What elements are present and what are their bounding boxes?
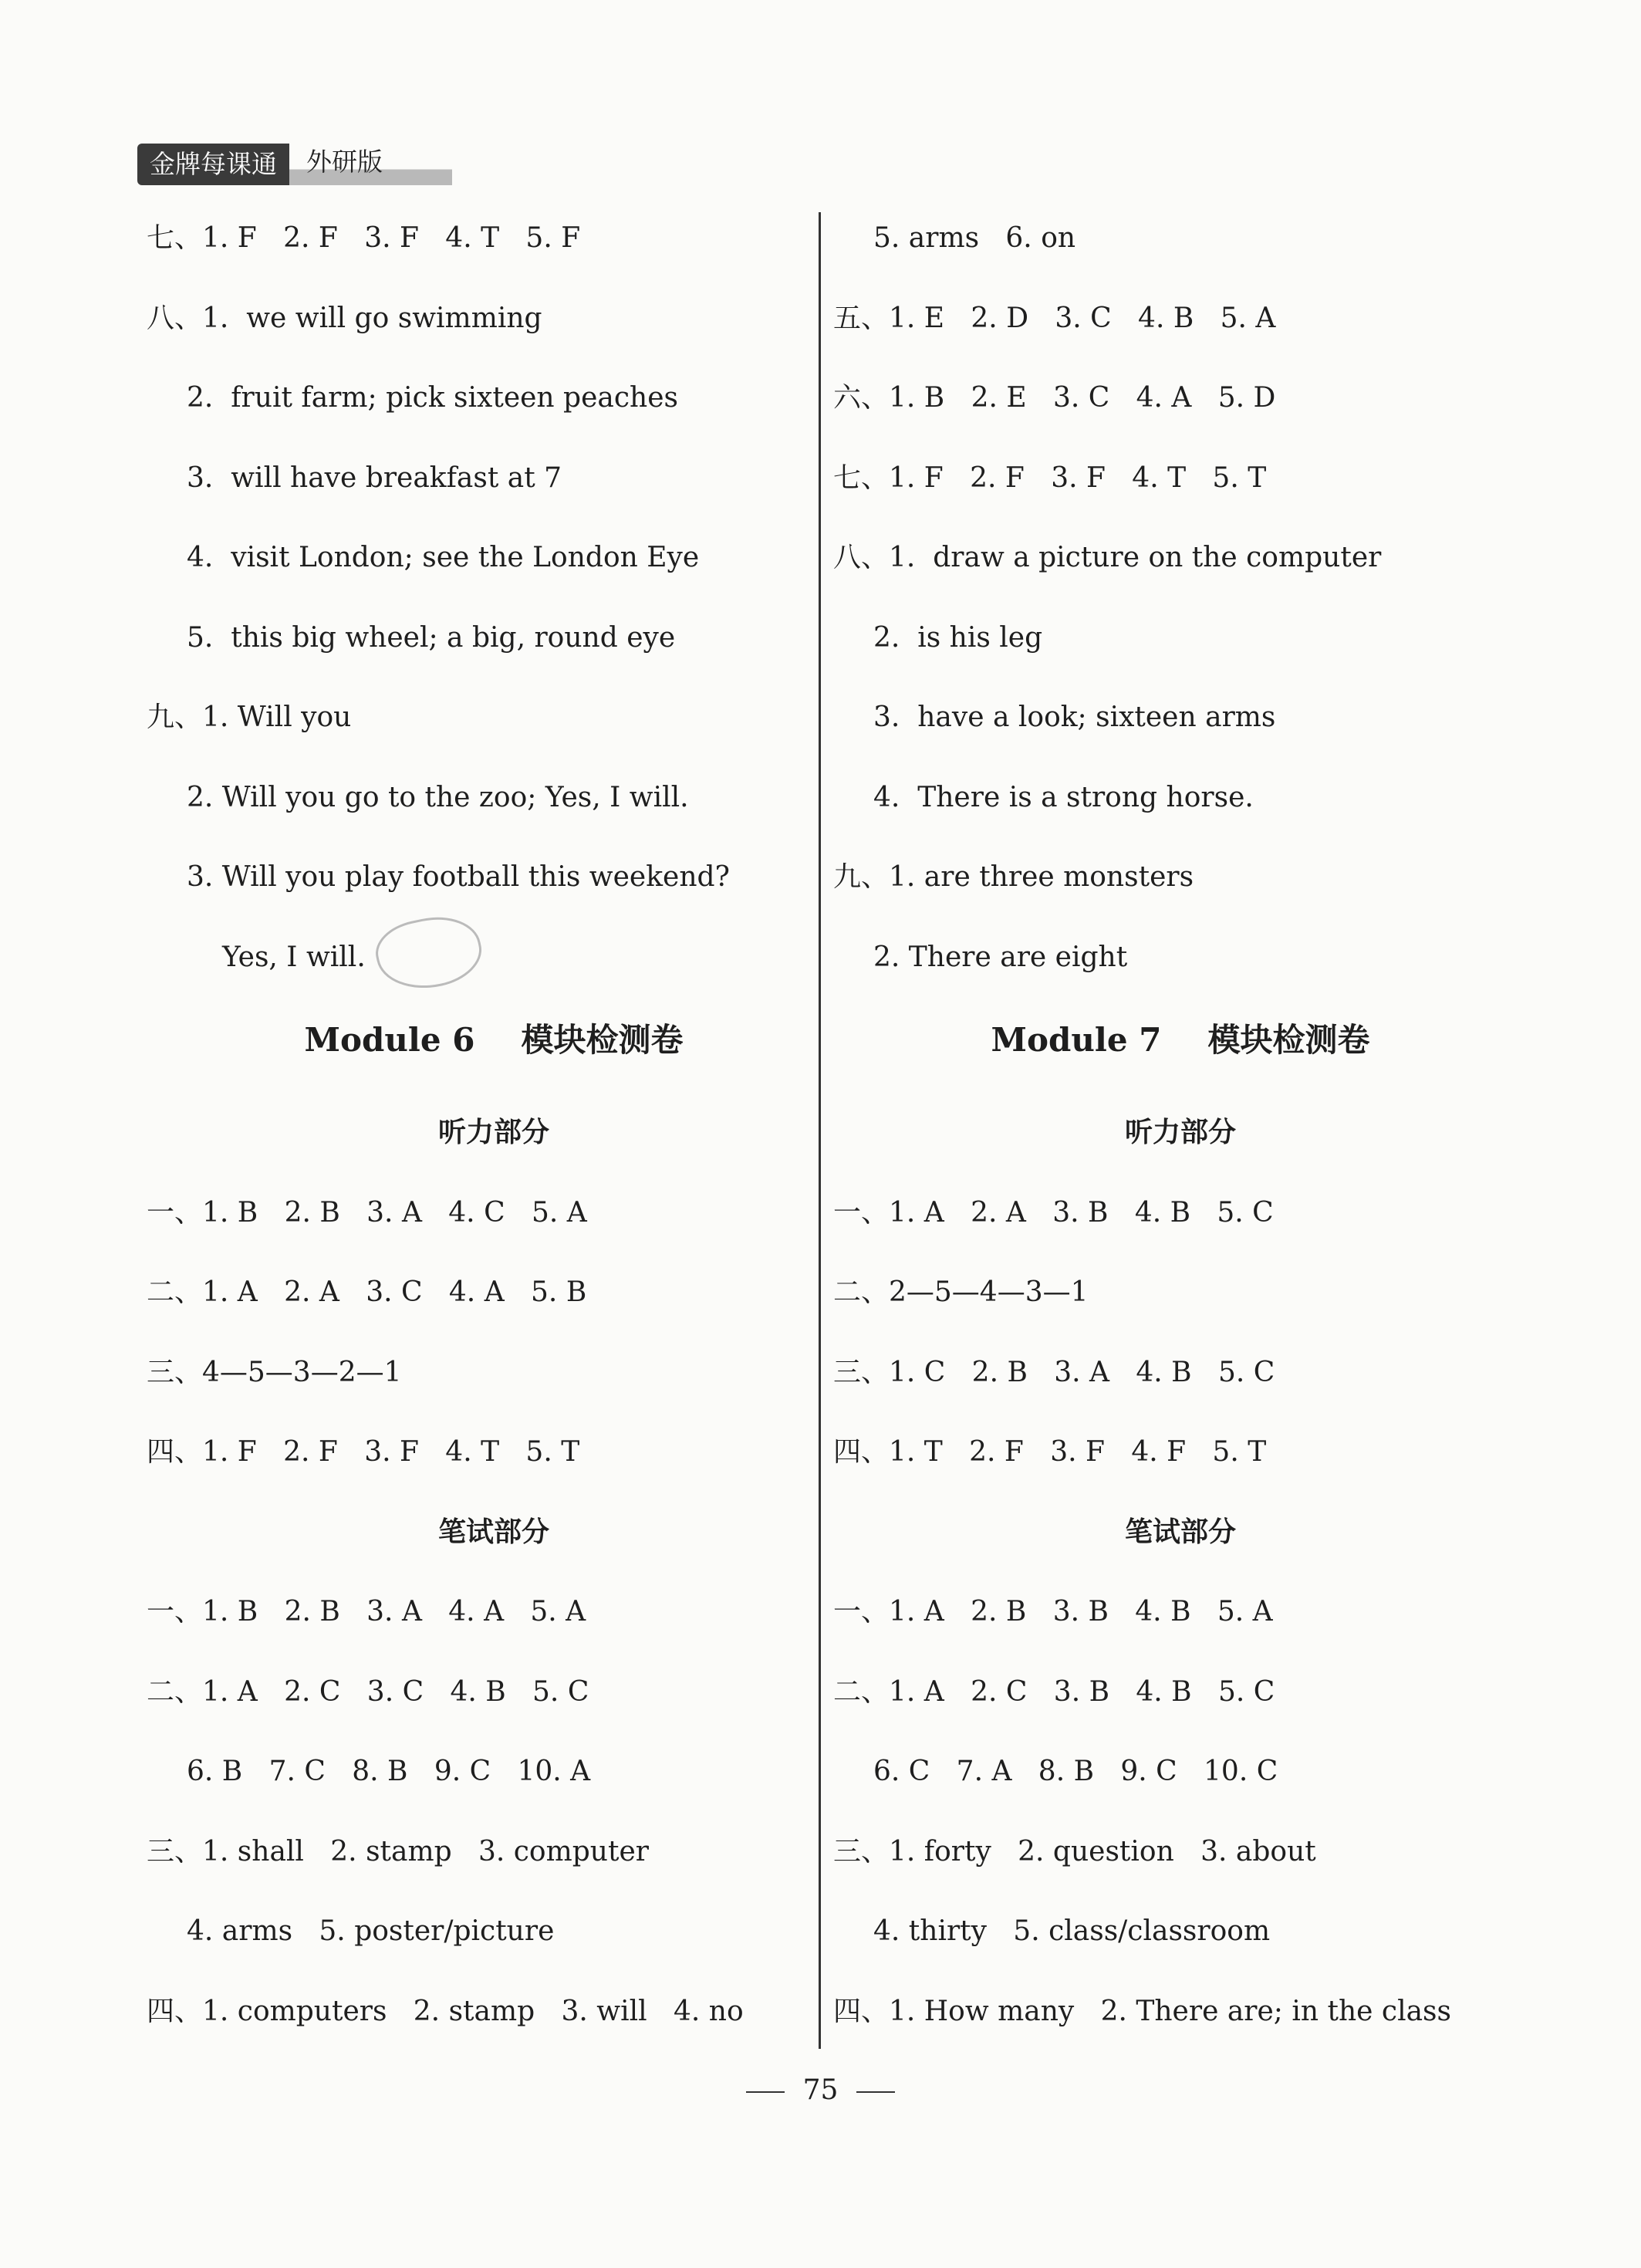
left-listening-answers (147, 1185, 841, 1505)
left-top-answers (147, 211, 841, 1009)
answer-line: 5. this big wheel; a big, round eye (187, 621, 676, 654)
answer-line: 2. There are eight (873, 941, 1128, 973)
answer-line: 3. Will you play football this weekend? (187, 861, 730, 893)
answer-line: 3. will have breakfast at 7 (187, 461, 562, 494)
dash (856, 2091, 895, 2093)
left-written-heading: 笔试部分 (437, 1516, 549, 1548)
page-number-value: 75 (802, 2074, 839, 2106)
edition-name: 外研版 (289, 144, 452, 185)
answer-line: 6. C 7. A 8. B 9. C 10. C (873, 1756, 1278, 1787)
right-column (833, 211, 1528, 2064)
left-listening-heading: 听力部分 (437, 1117, 549, 1148)
page-number (0, 2074, 1641, 2106)
answer-line: 二、1. A 2. C 3. C 4. B 5. C (147, 1675, 589, 1708)
left-module-title (147, 1009, 841, 1105)
answer-line: 四、1. F 2. F 3. F 4. T 5. T (147, 1436, 580, 1468)
answer-line: 六、1. B 2. E 3. C 4. A 5. D (833, 382, 1276, 414)
answer-line: 七、1. F 2. F 3. F 4. T 5. T (833, 461, 1267, 494)
answer-line: 3. have a look; sixteen arms (873, 701, 1276, 733)
answer-line: 四、1. T 2. F 3. F 4. F 5. T (833, 1436, 1267, 1468)
answer-line: 二、1. A 2. A 3. C 4. A 5. B (147, 1276, 587, 1308)
answer-line: 九、1. Will you (147, 701, 352, 733)
answer-line: 三、1. shall 2. stamp 3. computer (147, 1835, 649, 1867)
answer-line: 4. arms 5. poster/picture (187, 1915, 555, 1947)
answer-line: 一、1. B 2. B 3. A 4. C 5. A (147, 1196, 587, 1229)
left-module-subtitle: 模块检测卷 (521, 1021, 684, 1059)
answer-line: 三、1. C 2. B 3. A 4. B 5. C (833, 1356, 1275, 1388)
series-name: 金牌每课通 (137, 144, 289, 185)
right-module-title (833, 1009, 1528, 1105)
answer-line: 五、1. E 2. D 3. C 4. B 5. A (833, 302, 1276, 334)
answer-line: 四、1. computers 2. stamp 3. will 4. no (147, 1995, 744, 2027)
answer-line: Yes, I will. (222, 941, 366, 973)
right-written-heading: 笔试部分 (1124, 1516, 1236, 1548)
series-header (137, 144, 452, 185)
answer-line: 八、1. we will go swimming (147, 302, 542, 334)
answer-line: 一、1. B 2. B 3. A 4. A 5. A (147, 1596, 586, 1627)
left-column (147, 211, 841, 2064)
right-top-answers (833, 211, 1528, 1009)
answer-line: 三、4—5—3—2—1 (147, 1356, 402, 1388)
answer-line: 八、1. draw a picture on the computer (833, 542, 1382, 573)
right-listening-heading: 听力部分 (1124, 1117, 1236, 1148)
right-listening-answers (833, 1185, 1528, 1505)
answer-line: 九、1. are three monsters (833, 861, 1194, 893)
left-module-number: Module 6 (304, 1021, 475, 1059)
right-written-answers (833, 1584, 1528, 2064)
answer-line: 4. There is a strong horse. (873, 781, 1254, 813)
dash (746, 2091, 785, 2093)
answer-line: 七、1. F 2. F 3. F 4. T 5. F (147, 222, 581, 254)
answer-line: 二、1. A 2. C 3. B 4. B 5. C (833, 1675, 1275, 1708)
answer-line: 2. is his leg (873, 621, 1043, 654)
answer-line: 4. thirty 5. class/classroom (873, 1915, 1271, 1947)
answer-line: 二、2—5—4—3—1 (833, 1276, 1089, 1308)
answer-line: 2. Will you go to the zoo; Yes, I will. (187, 781, 689, 813)
right-module-number: Module 7 (991, 1021, 1162, 1059)
answer-line: 2. fruit farm; pick sixteen peaches (187, 382, 678, 414)
left-written-answers (147, 1584, 841, 2064)
answer-line: 4. visit London; see the London Eye (187, 542, 700, 573)
answer-line: 5. arms 6. on (873, 222, 1076, 254)
answer-line: 一、1. A 2. A 3. B 4. B 5. C (833, 1196, 1274, 1229)
answer-line: 四、1. How many 2. There are; in the class (833, 1995, 1451, 2027)
answer-line: 三、1. forty 2. question 3. about (833, 1835, 1316, 1867)
answer-line: 一、1. A 2. B 3. B 4. B 5. A (833, 1596, 1273, 1627)
answer-line: 6. B 7. C 8. B 9. C 10. A (187, 1756, 591, 1787)
right-module-subtitle: 模块检测卷 (1207, 1021, 1370, 1059)
